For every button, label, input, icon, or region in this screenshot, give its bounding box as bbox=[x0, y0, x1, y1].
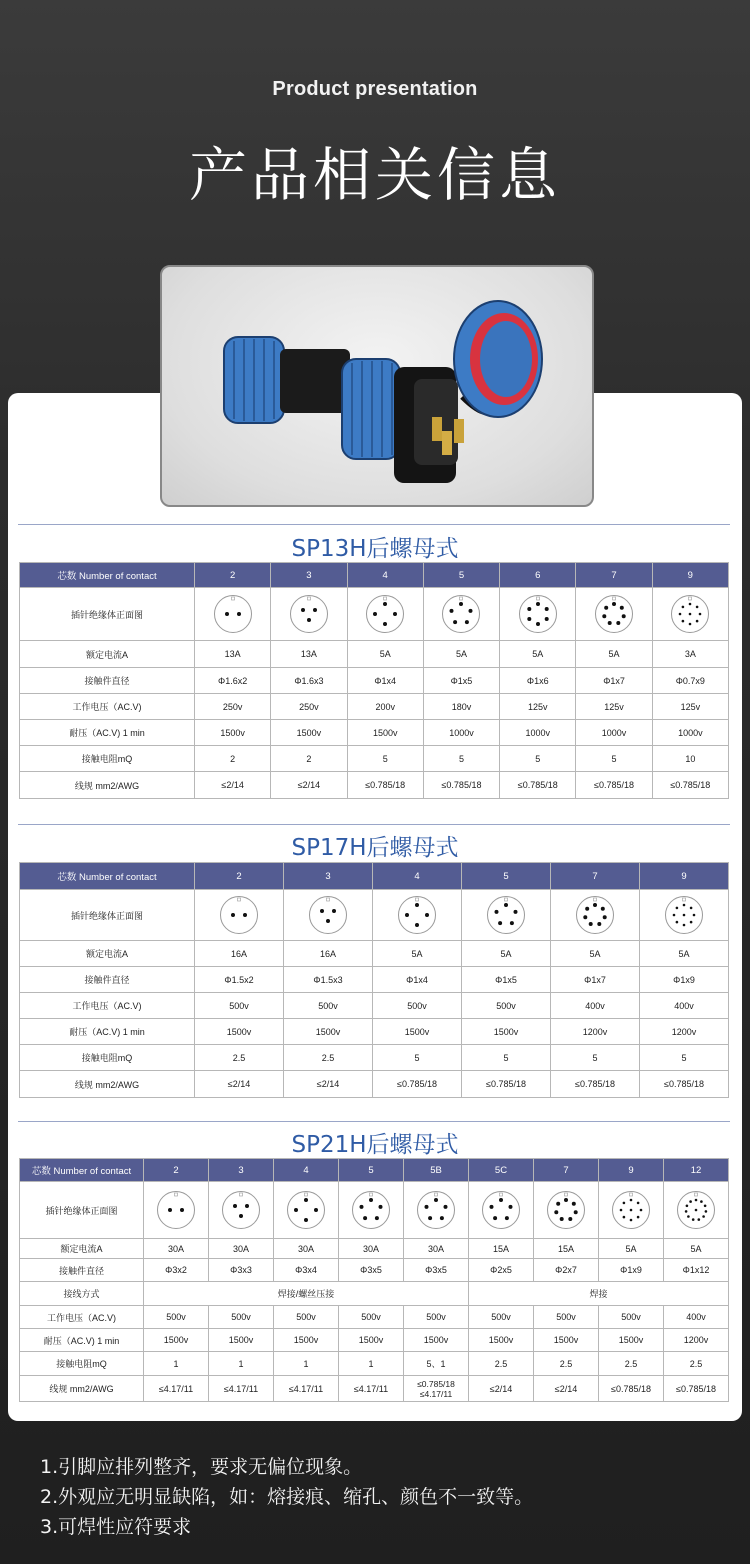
spec-value: 1500v bbox=[284, 1019, 373, 1045]
table-row bbox=[20, 641, 729, 668]
spec-value: 15A bbox=[469, 1239, 534, 1259]
spec-value: Φ1.6x2 bbox=[195, 668, 271, 694]
spec-value: ≤0.785/18 bbox=[652, 772, 728, 799]
spec-value: 1500v bbox=[534, 1329, 599, 1352]
pin-layout-svg bbox=[548, 1192, 584, 1228]
spec-value: ≤0.785/18 bbox=[347, 772, 423, 799]
spec-value: Φ1x7 bbox=[551, 967, 640, 993]
spec-value: 30A bbox=[209, 1239, 274, 1259]
spec-value: ≤0.785/18 bbox=[373, 1071, 462, 1098]
pin-layout-svg bbox=[520, 596, 556, 632]
table-row bbox=[20, 1282, 729, 1306]
spec-value: ≤4.17/11 bbox=[209, 1376, 274, 1402]
spec-value: 13A bbox=[271, 641, 347, 668]
spec-value-line: ≤0.785/18 bbox=[417, 1378, 455, 1389]
table-row bbox=[20, 1071, 729, 1098]
pin-diagram-cell bbox=[404, 1182, 469, 1239]
pin-diagram-cell bbox=[462, 890, 551, 941]
section-rule bbox=[18, 524, 730, 525]
spec-value: 1500v bbox=[462, 1019, 551, 1045]
spec-value: 1200v bbox=[551, 1019, 640, 1045]
pin-layout-icon bbox=[595, 595, 633, 633]
row-label: 耐压（AC.V) 1 min bbox=[20, 720, 195, 746]
pin-layout-icon bbox=[352, 1191, 390, 1229]
spec-value: 500v bbox=[469, 1306, 534, 1329]
spec-value: 250v bbox=[195, 694, 271, 720]
spec-value: 200v bbox=[347, 694, 423, 720]
pin-diagram-cell bbox=[271, 588, 347, 641]
pin-layout-svg bbox=[223, 1192, 259, 1228]
pin-layout-icon bbox=[519, 595, 557, 633]
pin-layout-icon bbox=[366, 595, 404, 633]
spec-value: 5、1 bbox=[404, 1352, 469, 1376]
spec-value: 400v bbox=[551, 993, 640, 1019]
pin-layout-icon bbox=[287, 1191, 325, 1229]
pin-layout-svg bbox=[367, 596, 403, 632]
spec-value: 1000v bbox=[652, 720, 728, 746]
notes bbox=[40, 1452, 533, 1542]
spec-value: 30A bbox=[339, 1239, 404, 1259]
spec-value: Φ1x4 bbox=[373, 967, 462, 993]
spec-value: 5 bbox=[347, 746, 423, 772]
pin-diagram-cell bbox=[347, 588, 423, 641]
spec-value: 30A bbox=[404, 1239, 469, 1259]
row-label: 插针绝缘体正面图 bbox=[20, 588, 195, 641]
spec-value: 16A bbox=[284, 941, 373, 967]
pin-layout-svg bbox=[310, 897, 346, 933]
spec-table-sp21h bbox=[19, 1158, 729, 1402]
spec-value: 5 bbox=[640, 1045, 729, 1071]
spec-value: 1500v bbox=[347, 720, 423, 746]
row-label: 额定电流A bbox=[20, 1239, 144, 1259]
pin-layout-icon bbox=[671, 595, 709, 633]
spec-value: 10 bbox=[652, 746, 728, 772]
spec-value: 1200v bbox=[640, 1019, 729, 1045]
table-header-row bbox=[20, 1159, 729, 1182]
pin-layout-icon bbox=[157, 1191, 195, 1229]
spec-value: Φ1x9 bbox=[599, 1259, 664, 1282]
spec-value: 5A bbox=[599, 1239, 664, 1259]
table-row bbox=[20, 1045, 729, 1071]
spec-value: 2.5 bbox=[534, 1352, 599, 1376]
spec-value: 125v bbox=[500, 694, 576, 720]
spec-value: 30A bbox=[274, 1239, 339, 1259]
header-label: 芯数 Number of contact bbox=[20, 563, 195, 588]
contact-count: 4 bbox=[373, 863, 462, 890]
pin-layout-icon bbox=[398, 896, 436, 934]
pin-diagram-cell bbox=[209, 1182, 274, 1239]
spec-value: ≤0.785/18 bbox=[500, 772, 576, 799]
contact-count: 2 bbox=[144, 1159, 209, 1182]
header-label: 芯数 Number of contact bbox=[20, 863, 195, 890]
pin-layout-svg bbox=[672, 596, 708, 632]
table-row bbox=[20, 1306, 729, 1329]
pin-layout-icon bbox=[222, 1191, 260, 1229]
pin-diagram-cell bbox=[423, 588, 499, 641]
spec-value: 500v bbox=[144, 1306, 209, 1329]
spec-value: 1000v bbox=[423, 720, 499, 746]
spec-value: ≤4.17/11 bbox=[339, 1376, 404, 1402]
spec-value: 1500v bbox=[373, 1019, 462, 1045]
note-item: 2.外观应无明显缺陷，如：熔接痕、缩孔、颜色不一致等。 bbox=[40, 1486, 534, 1508]
spec-value: 16A bbox=[195, 941, 284, 967]
table-row bbox=[20, 746, 729, 772]
pin-diagram-cell bbox=[195, 588, 271, 641]
page-subtitle: Product presentation bbox=[272, 78, 478, 100]
contact-count: 3 bbox=[284, 863, 373, 890]
row-label: 额定电流A bbox=[20, 641, 195, 668]
spec-value: 5A bbox=[462, 941, 551, 967]
pin-diagram-cell bbox=[500, 588, 576, 641]
pin-layout-svg bbox=[288, 1192, 324, 1228]
contact-count: 3 bbox=[271, 563, 347, 588]
spec-value: Φ3x5 bbox=[339, 1259, 404, 1282]
table-row bbox=[20, 772, 729, 799]
page-title: 产品相关信息 bbox=[188, 141, 561, 209]
table-title-sp17h: SP17H后螺母式 bbox=[291, 835, 459, 861]
spec-value: Φ1x4 bbox=[347, 668, 423, 694]
header-label: 芯数 Number of contact bbox=[20, 1159, 144, 1182]
spec-value: ≤0.785/18 bbox=[576, 772, 652, 799]
spec-value: Φ1x12 bbox=[664, 1259, 729, 1282]
spec-value: Φ3x4 bbox=[274, 1259, 339, 1282]
contact-count: 9 bbox=[652, 563, 728, 588]
table-row bbox=[20, 588, 729, 641]
spec-value: 5A bbox=[500, 641, 576, 668]
table-header-row bbox=[20, 863, 729, 890]
row-label: 接线方式 bbox=[20, 1282, 144, 1306]
spec-value: ≤0.785/18 bbox=[640, 1071, 729, 1098]
spec-value: 5A bbox=[347, 641, 423, 668]
spec-value: Φ1x7 bbox=[576, 668, 652, 694]
spec-value: 500v bbox=[274, 1306, 339, 1329]
spec-value: 30A bbox=[144, 1239, 209, 1259]
table-row bbox=[20, 1376, 729, 1402]
note-item: 1.引脚应排列整齐，要求无偏位现象。 bbox=[40, 1456, 363, 1478]
spec-value: 1500v bbox=[599, 1329, 664, 1352]
row-label: 线规 mm2/AWG bbox=[20, 772, 195, 799]
pin-layout-svg bbox=[483, 1192, 519, 1228]
spec-value: 1000v bbox=[576, 720, 652, 746]
table-row bbox=[20, 668, 729, 694]
pin-layout-svg bbox=[678, 1192, 714, 1228]
pin-layout-icon bbox=[220, 896, 258, 934]
spec-value: 1500v bbox=[144, 1329, 209, 1352]
spec-value: 5 bbox=[576, 746, 652, 772]
table-row bbox=[20, 993, 729, 1019]
spec-value: 2.5 bbox=[195, 1045, 284, 1071]
spec-value: 125v bbox=[576, 694, 652, 720]
pin-layout-icon bbox=[309, 896, 347, 934]
pin-layout-svg bbox=[353, 1192, 389, 1228]
connector-illustration bbox=[162, 267, 592, 505]
spec-value: 5 bbox=[551, 1045, 640, 1071]
pin-diagram-cell bbox=[551, 890, 640, 941]
contact-count: 5 bbox=[423, 563, 499, 588]
row-label: 接触件直径 bbox=[20, 1259, 144, 1282]
row-label: 耐压（AC.V) 1 min bbox=[20, 1329, 144, 1352]
spec-value: ≤2/14 bbox=[195, 772, 271, 799]
spec-value: ≤2/14 bbox=[195, 1071, 284, 1098]
spec-value: 5A bbox=[664, 1239, 729, 1259]
table-header-row bbox=[20, 563, 729, 588]
table-title-sp21h: SP21H后螺母式 bbox=[291, 1132, 459, 1158]
row-label: 插针绝缘体正面图 bbox=[20, 1182, 144, 1239]
product-photo bbox=[160, 265, 594, 507]
note-item: 3.可焊性应符要求 bbox=[40, 1516, 192, 1538]
table-title-sp13h: SP13H后螺母式 bbox=[291, 536, 459, 562]
pin-layout-svg bbox=[488, 897, 524, 933]
row-label: 接触件直径 bbox=[20, 668, 195, 694]
spec-value: Φ1x5 bbox=[462, 967, 551, 993]
pin-layout-svg bbox=[596, 596, 632, 632]
pin-layout-icon bbox=[576, 896, 614, 934]
spec-value: 2.5 bbox=[664, 1352, 729, 1376]
spec-table-sp13h bbox=[19, 562, 729, 799]
spec-value: 5A bbox=[551, 941, 640, 967]
spec-value: 1 bbox=[209, 1352, 274, 1376]
spec-value: 180v bbox=[423, 694, 499, 720]
row-label: 接触电阻mQ bbox=[20, 1045, 195, 1071]
contact-count: 5 bbox=[462, 863, 551, 890]
spec-value: ≤2/14 bbox=[284, 1071, 373, 1098]
spec-value: 3A bbox=[652, 641, 728, 668]
contact-count: 3 bbox=[209, 1159, 274, 1182]
table-row bbox=[20, 1019, 729, 1045]
spec-value: Φ2x5 bbox=[469, 1259, 534, 1282]
pin-layout-svg bbox=[577, 897, 613, 933]
pin-diagram-cell bbox=[284, 890, 373, 941]
spec-value: 1200v bbox=[664, 1329, 729, 1352]
pin-layout-icon bbox=[442, 595, 480, 633]
spec-value: Φ1x9 bbox=[640, 967, 729, 993]
table-row bbox=[20, 1352, 729, 1376]
pin-diagram-cell bbox=[195, 890, 284, 941]
contact-count: 2 bbox=[195, 863, 284, 890]
spec-value: 125v bbox=[652, 694, 728, 720]
contact-count: 2 bbox=[195, 563, 271, 588]
row-label: 插针绝缘体正面图 bbox=[20, 890, 195, 941]
pin-layout-icon bbox=[612, 1191, 650, 1229]
spec-value: Φ0.7x9 bbox=[652, 668, 728, 694]
spec-value: Φ2x7 bbox=[534, 1259, 599, 1282]
pin-layout-icon bbox=[417, 1191, 455, 1229]
pin-layout-svg bbox=[443, 596, 479, 632]
spec-value: ≤0.785/18 bbox=[551, 1071, 640, 1098]
pin-layout-svg bbox=[399, 897, 435, 933]
pin-diagram-cell bbox=[664, 1182, 729, 1239]
spec-value: 2 bbox=[271, 746, 347, 772]
row-label: 接触件直径 bbox=[20, 967, 195, 993]
spec-value: 1500v bbox=[209, 1329, 274, 1352]
row-label: 工作电压（AC.V) bbox=[20, 694, 195, 720]
table-row bbox=[20, 1239, 729, 1259]
spec-value: 1500v bbox=[339, 1329, 404, 1352]
pin-layout-svg bbox=[613, 1192, 649, 1228]
spec-value: 1500v bbox=[195, 1019, 284, 1045]
spec-value: ≤0.785/18 bbox=[423, 772, 499, 799]
spec-value: 2.5 bbox=[469, 1352, 534, 1376]
pin-layout-svg bbox=[418, 1192, 454, 1228]
section-rule bbox=[18, 1121, 730, 1122]
spec-value: ≤0.785/18 bbox=[462, 1071, 551, 1098]
spec-value: 2.5 bbox=[599, 1352, 664, 1376]
spec-value: 13A bbox=[195, 641, 271, 668]
spec-value: 1500v bbox=[195, 720, 271, 746]
spec-value: 1500v bbox=[271, 720, 347, 746]
pin-diagram-cell bbox=[534, 1182, 599, 1239]
spec-value: 250v bbox=[271, 694, 347, 720]
pin-layout-icon bbox=[665, 896, 703, 934]
pin-layout-icon bbox=[214, 595, 252, 633]
table-row bbox=[20, 1329, 729, 1352]
pin-diagram-cell bbox=[640, 890, 729, 941]
spec-value: 500v bbox=[462, 993, 551, 1019]
row-label: 线规 mm2/AWG bbox=[20, 1071, 195, 1098]
spec-value: Φ1.6x3 bbox=[271, 668, 347, 694]
contact-count: 5C bbox=[469, 1159, 534, 1182]
table-row bbox=[20, 694, 729, 720]
pin-layout-svg bbox=[215, 596, 251, 632]
pin-diagram-cell bbox=[599, 1182, 664, 1239]
table-row bbox=[20, 1182, 729, 1239]
spec-value: Φ1x6 bbox=[500, 668, 576, 694]
spec-value: 500v bbox=[534, 1306, 599, 1329]
pin-diagram-cell bbox=[652, 588, 728, 641]
spec-value: ≤2/14 bbox=[469, 1376, 534, 1402]
pin-diagram-cell bbox=[576, 588, 652, 641]
section-rule bbox=[18, 824, 730, 825]
row-label: 耐压（AC.V) 1 min bbox=[20, 1019, 195, 1045]
spec-value: 500v bbox=[284, 993, 373, 1019]
row-label: 线规 mm2/AWG bbox=[20, 1376, 144, 1402]
spec-value: 5 bbox=[373, 1045, 462, 1071]
pin-diagram-cell bbox=[469, 1182, 534, 1239]
table-row bbox=[20, 967, 729, 993]
contact-count: 9 bbox=[640, 863, 729, 890]
contact-count: 4 bbox=[347, 563, 423, 588]
spec-value: 1 bbox=[144, 1352, 209, 1376]
pin-layout-icon bbox=[290, 595, 328, 633]
contact-count: 5B bbox=[404, 1159, 469, 1182]
spec-value: ≤4.17/11 bbox=[144, 1376, 209, 1402]
pin-diagram-cell bbox=[274, 1182, 339, 1239]
contact-count: 5 bbox=[339, 1159, 404, 1182]
row-label: 接触电阻mQ bbox=[20, 1352, 144, 1376]
row-label: 接触电阻mQ bbox=[20, 746, 195, 772]
contact-count: 9 bbox=[599, 1159, 664, 1182]
spec-value bbox=[404, 1376, 469, 1402]
contact-count: 6 bbox=[500, 563, 576, 588]
spec-value: 5A bbox=[423, 641, 499, 668]
contact-count: 7 bbox=[551, 863, 640, 890]
spec-value: 5A bbox=[373, 941, 462, 967]
spec-value: 2 bbox=[195, 746, 271, 772]
spec-value: 1500v bbox=[469, 1329, 534, 1352]
spec-value: 15A bbox=[534, 1239, 599, 1259]
spec-value: 500v bbox=[404, 1306, 469, 1329]
spec-value: 400v bbox=[664, 1306, 729, 1329]
contact-count: 7 bbox=[534, 1159, 599, 1182]
spec-value: 5A bbox=[640, 941, 729, 967]
spec-value: 1 bbox=[274, 1352, 339, 1376]
row-label: 额定电流A bbox=[20, 941, 195, 967]
spec-value: 1 bbox=[339, 1352, 404, 1376]
row-label: 工作电压（AC.V) bbox=[20, 993, 195, 1019]
spec-value: ≤2/14 bbox=[271, 772, 347, 799]
spec-value: Φ1.5x2 bbox=[195, 967, 284, 993]
spec-value: Φ1.5x3 bbox=[284, 967, 373, 993]
spec-value: 5 bbox=[500, 746, 576, 772]
table-row bbox=[20, 1259, 729, 1282]
spec-table-sp17h bbox=[19, 862, 729, 1098]
spec-value-line: ≤4.17/11 bbox=[419, 1388, 453, 1399]
spec-value: 5A bbox=[576, 641, 652, 668]
spec-value: 500v bbox=[339, 1306, 404, 1329]
pin-diagram-cell bbox=[339, 1182, 404, 1239]
spec-value: 5 bbox=[462, 1045, 551, 1071]
spec-value: 1500v bbox=[274, 1329, 339, 1352]
spec-value: 5 bbox=[423, 746, 499, 772]
wiring-method-cell: 焊接/螺丝压接 bbox=[144, 1282, 469, 1306]
spec-value: Φ3x2 bbox=[144, 1259, 209, 1282]
contact-count: 7 bbox=[576, 563, 652, 588]
pin-layout-icon bbox=[547, 1191, 585, 1229]
pin-layout-icon bbox=[677, 1191, 715, 1229]
spec-value: Φ3x5 bbox=[404, 1259, 469, 1282]
spec-value: 500v bbox=[373, 993, 462, 1019]
spec-value: Φ3x3 bbox=[209, 1259, 274, 1282]
pin-layout-svg bbox=[291, 596, 327, 632]
pin-layout-svg bbox=[221, 897, 257, 933]
pin-layout-svg bbox=[158, 1192, 194, 1228]
row-label: 工作电压（AC.V) bbox=[20, 1306, 144, 1329]
pin-layout-icon bbox=[487, 896, 525, 934]
spec-value: ≤0.785/18 bbox=[599, 1376, 664, 1402]
pin-diagram-cell bbox=[373, 890, 462, 941]
spec-value: 1000v bbox=[500, 720, 576, 746]
pin-layout-icon bbox=[482, 1191, 520, 1229]
spec-value: 500v bbox=[599, 1306, 664, 1329]
table-row bbox=[20, 720, 729, 746]
spec-value: 500v bbox=[195, 993, 284, 1019]
pin-layout-svg bbox=[666, 897, 702, 933]
spec-value: ≤0.785/18 bbox=[664, 1376, 729, 1402]
wiring-method-cell: 焊接 bbox=[469, 1282, 729, 1306]
table-row bbox=[20, 941, 729, 967]
spec-value: 2.5 bbox=[284, 1045, 373, 1071]
spec-value: ≤4.17/11 bbox=[274, 1376, 339, 1402]
table-row bbox=[20, 890, 729, 941]
spec-value: 400v bbox=[640, 993, 729, 1019]
spec-value: ≤2/14 bbox=[534, 1376, 599, 1402]
spec-value: 500v bbox=[209, 1306, 274, 1329]
pin-diagram-cell bbox=[144, 1182, 209, 1239]
contact-count: 4 bbox=[274, 1159, 339, 1182]
contact-count: 12 bbox=[664, 1159, 729, 1182]
spec-value: 1500v bbox=[404, 1329, 469, 1352]
spec-value: Φ1x5 bbox=[423, 668, 499, 694]
